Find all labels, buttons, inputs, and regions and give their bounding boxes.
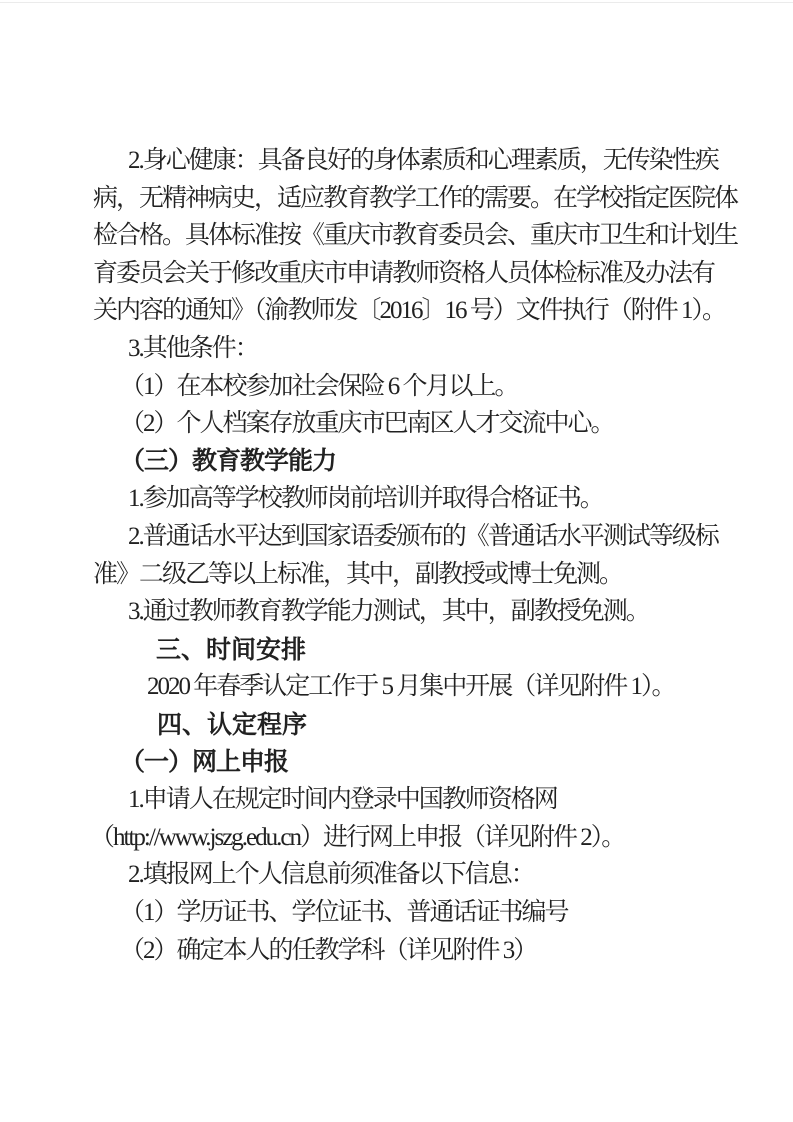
text-line: （2）个人档案存放重庆市巴南区人才交流中心。 bbox=[120, 410, 614, 437]
text-line: 关内容的通知》（渝教师发〔2016〕16 号）文件执行（附件 1）。 bbox=[93, 297, 726, 324]
heading-line: （一）网上申报 bbox=[120, 749, 289, 776]
text-line: 2.普通话水平达到国家语委颁布的《普通话水平测试等级标 bbox=[128, 523, 718, 550]
text-line: 1.参加高等学校教师岗前培训并取得合格证书。 bbox=[128, 485, 603, 512]
text-line: 1.申请人在规定时间内登录中国教师资格网 bbox=[128, 786, 557, 813]
text-line: 病，无精神病史，适应教育教学工作的需要。在学校指定医院体 bbox=[93, 185, 738, 212]
text-line: 2.身心健康：具备良好的身体素质和心理素质，无传染性疾 bbox=[128, 147, 718, 174]
text-line: 3.其他条件： bbox=[128, 335, 258, 362]
text-line: （2）确定本人的任教学科（详见附件 3） bbox=[120, 937, 537, 964]
heading-line: 三、时间安排 bbox=[156, 636, 307, 664]
text-line: 育委员会关于修改重庆市申请教师资格人员体检标准及办法有 bbox=[93, 260, 715, 287]
text-line: 检合格。具体标准按《重庆市教育委员会、重庆市卫生和计划生 bbox=[93, 222, 738, 249]
text-line: 3.通过教师教育教学能力测试，其中，副教授免测。 bbox=[128, 598, 649, 625]
text-line: （1）在本校参加社会保险 6 个月以上。 bbox=[120, 373, 518, 400]
text-line: （1）学历证书、学位证书、普通话证书编号 bbox=[120, 899, 568, 926]
text-line: 准》二级乙等以上标准，其中，副教授或博士免测。 bbox=[93, 561, 623, 588]
heading-line: （三）教育教学能力 bbox=[120, 448, 337, 475]
heading-line: 四、认定程序 bbox=[157, 711, 308, 739]
text-line: 2.填报网上个人信息前须准备以下信息： bbox=[128, 861, 534, 888]
text-line: （http://www.jszg.edu.cn）进行网上申报（详见附件 2）。 bbox=[90, 824, 625, 851]
text-line: 2020 年春季认定工作于 5 月集中开展（详见附件 1）。 bbox=[147, 673, 675, 700]
